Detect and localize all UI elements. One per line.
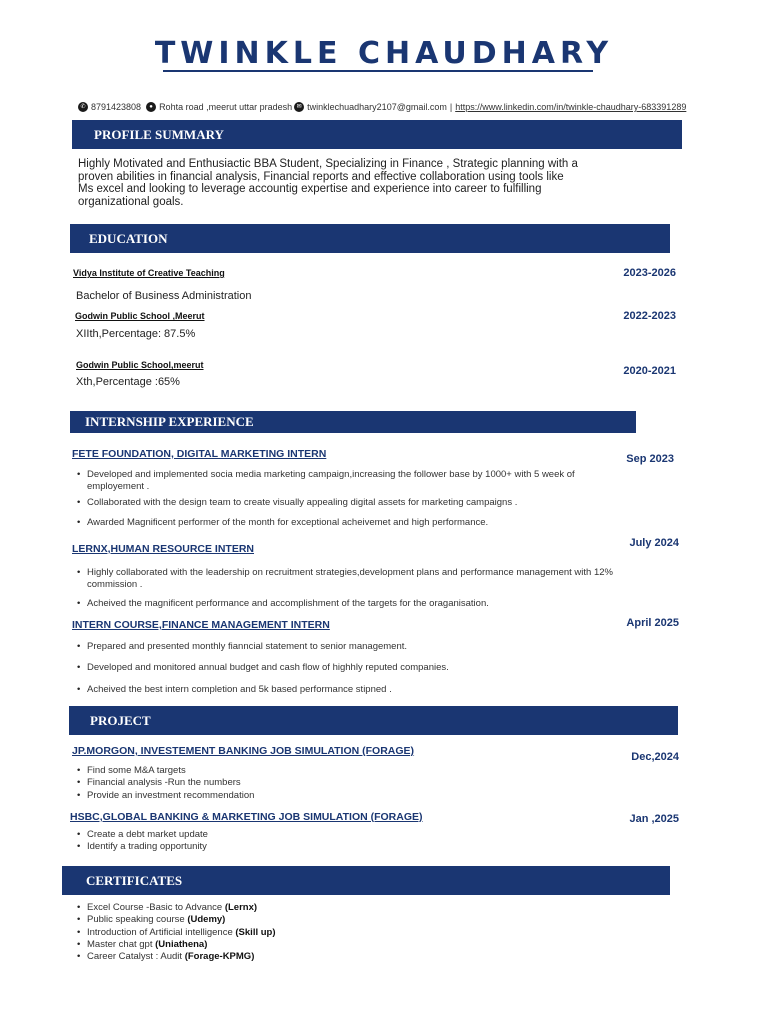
education-detail: Bachelor of Business Administration — [76, 290, 252, 302]
education-school: Godwin Public School,meerut — [76, 360, 204, 370]
profile-summary — [78, 158, 678, 208]
certificate-issuer: (Forage-KPMG) — [184, 951, 255, 963]
list-item: • Identify a trading opportunity — [75, 841, 475, 853]
internship-bullets — [75, 567, 665, 610]
section-header-profile — [72, 120, 682, 149]
education-detail: Xth,Percentage :65% — [76, 376, 180, 388]
list-item: • Create a debt market update — [75, 829, 475, 841]
education-date: 2020-2021 — [623, 365, 676, 377]
list-item: • Highly collaborated with the leadership on recruitment strategies,development plans and performance management with 12% commission . — [75, 567, 665, 590]
internship-role: FETE FOUNDATION, DIGITAL MARKETING INTERN — [72, 448, 327, 460]
section-title: PROJECT — [90, 713, 151, 728]
certificate-list — [75, 902, 475, 963]
list-item: • Provide an investment recommendation — [75, 790, 475, 802]
certificate-name: Introduction of Artificial intelligence — [87, 926, 236, 938]
linkedin-link[interactable]: https://www.linkedin.com/in/twinkle-chaudhary-683391289 — [455, 102, 687, 112]
internship-role: LERNX,HUMAN RESOURCE INTERN — [72, 543, 255, 555]
list-item — [75, 927, 475, 939]
project-date: Dec,2024 — [631, 751, 679, 763]
project-title: HSBC,GLOBAL BANKING & MARKETING JOB SIMULATION (FORAGE) — [70, 811, 423, 823]
list-item — [75, 902, 475, 914]
profile-line: organizational goals. — [78, 195, 184, 208]
section-title: PROFILE SUMMARY — [94, 127, 224, 142]
certificate-issuer: (Udemy) — [187, 914, 226, 926]
education-school: Godwin Public School ,Meerut — [75, 311, 205, 321]
list-item: • Acheived the best intern completion and 5k based performance stipned . — [75, 684, 675, 696]
list-item: • Find some M&A targets — [75, 765, 475, 777]
internship-bullets — [75, 469, 627, 528]
certificate-issuer: (Lernx) — [224, 902, 258, 913]
list-item: • Collaborated with the design team to create visually appealing digital assets for marketing campaigns . — [75, 497, 627, 509]
profile-line: Ms excel and looking to leverage accountig expertise and experience into career to fulfilling — [78, 183, 542, 195]
section-header-internship — [70, 411, 636, 433]
project-bullets — [75, 829, 475, 854]
name-underline — [163, 70, 593, 72]
contact-address: Rohta road ,meerut uttar pradesh — [159, 102, 293, 112]
education-school: Vidya Institute of Creative Teaching — [73, 268, 225, 278]
profile-line: proven abilities in financial analysis, Financial reports and effective collaboration using tools like — [78, 170, 564, 183]
internship-bullets — [75, 641, 675, 696]
internship-role: INTERN COURSE,FINANCE MANAGEMENT INTERN — [72, 619, 330, 631]
email-icon: ✉ — [294, 102, 304, 112]
list-item — [75, 914, 475, 926]
project-date: Jan ,2025 — [629, 813, 679, 825]
project-bullets — [75, 765, 475, 802]
resume-name: TWINKLE CHAUDHARY — [154, 36, 614, 71]
internship-date: July 2024 — [629, 537, 679, 549]
section-header-education — [70, 224, 670, 253]
certificate-issuer: (Uniathena) — [155, 938, 208, 950]
list-item: • Awarded Magnificent performer of the month for exceptional acheivemet and high performance. — [75, 517, 627, 529]
contact-line — [78, 102, 686, 112]
profile-line: Highly Motivated and Enthusiactic BBA Student, Specializing in Finance , Strategic planning with a — [78, 158, 578, 170]
contact-email: twinklechuadhary2107@gmail.com — [307, 102, 447, 112]
internship-date: April 2025 — [626, 617, 679, 629]
certificate-name: Master chat gpt — [87, 938, 156, 950]
section-header-certificates — [62, 866, 670, 895]
list-item: • Prepared and presented monthly fianncial statement to senior management. — [75, 641, 675, 653]
certificate-name: Excel Course -Basic to Advance — [87, 902, 225, 913]
contact-phone: 8791423808 — [91, 102, 142, 112]
education-date: 2023-2026 — [623, 267, 676, 279]
project-title: JP.MORGON, INVESTEMENT BANKING JOB SIMULATION (FORAGE) — [72, 745, 415, 757]
certificate-name: Public speaking course — [87, 914, 188, 926]
phone-icon: ✆ — [78, 102, 88, 112]
list-item — [75, 939, 475, 951]
list-item: • Acheived the magnificent performance and accomplishment of the targets for the oraganisation. — [75, 598, 665, 610]
section-title: EDUCATION — [89, 231, 168, 246]
list-item: • Developed and monitored annual budget and cash flow of highhly reputed companies. — [75, 662, 675, 674]
section-header-project — [69, 706, 678, 735]
certificate-name: Career Catalyst : Audit — [87, 951, 185, 963]
section-title: CERTIFICATES — [86, 873, 183, 888]
section-title: INTERNSHIP EXPERIENCE — [85, 414, 254, 429]
list-item: • Financial analysis -Run the numbers — [75, 777, 475, 789]
contact-separator: | — [449, 102, 453, 112]
location-pin-icon: ● — [146, 102, 156, 112]
education-date: 2022-2023 — [623, 310, 676, 322]
education-detail: XIIth,Percentage: 87.5% — [76, 328, 196, 340]
certificate-issuer: (Skill up) — [235, 926, 276, 938]
list-item — [75, 951, 475, 963]
internship-date: Sep 2023 — [626, 453, 674, 465]
list-item: • Developed and implemented socia media marketing campaign,increasing the follower base by 1000+ with 5 week of employement . — [75, 469, 627, 492]
